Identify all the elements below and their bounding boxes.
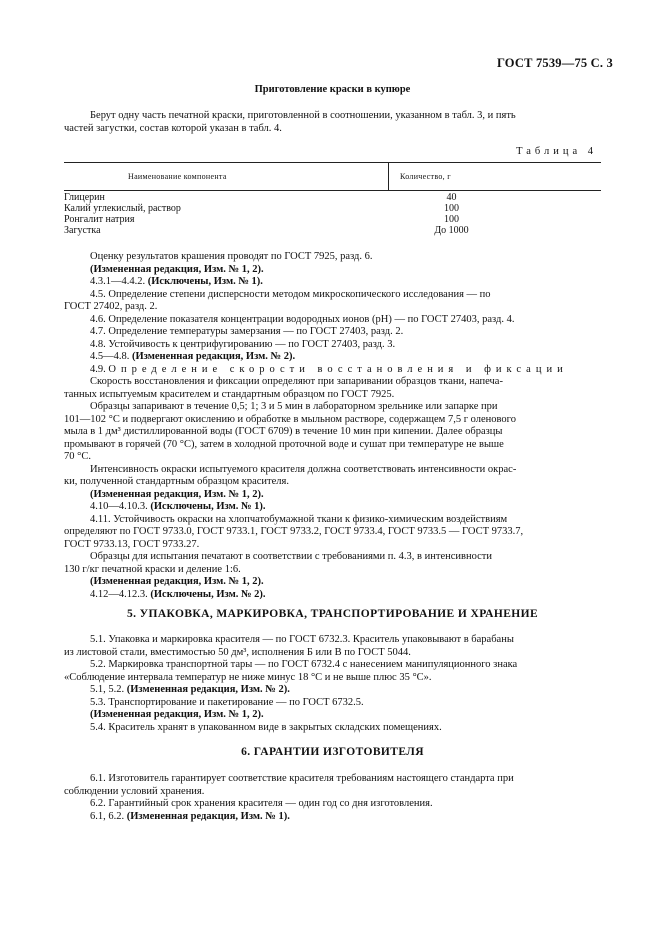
page-header: ГОСТ 7539—75 С. 3 xyxy=(496,56,613,70)
paragraph xyxy=(64,589,601,602)
table-header-name: Наименование компонента xyxy=(128,172,227,181)
paragraph xyxy=(64,364,601,377)
paragraph xyxy=(64,351,601,364)
paragraph-line: 101—102 °С и подвергают окислению и обработке в мыльном растворе, содержащем 7,5 г оленового xyxy=(64,413,516,425)
paragraph-line: промывают в горячей (70 °С), затем в холодной проточной воде и сушат при температуре не выше xyxy=(64,438,504,450)
table-top-rule xyxy=(64,162,601,163)
paragraph-line: 4.11. Устойчивость окраски на хлопчатобумажной ткани к физико-химическим воздействиям xyxy=(90,513,508,525)
intro-line: Берут одну часть печатной краски, приготовленной в соотношении, указанном в табл. 3, и пять xyxy=(90,110,516,121)
paragraph: 6.2. Гарантийный срок хранения красителя — один год со дня изготовления. xyxy=(90,798,433,809)
paragraph xyxy=(64,811,601,824)
clause-number: 4.12—4.12.3. xyxy=(90,588,148,600)
section-6-title: 6. ГАРАНТИИ ИЗГОТОВИТЕЛЯ xyxy=(241,746,424,758)
cell-qty: 100 xyxy=(444,203,459,214)
paragraph-line: 4.5. Определение степени дисперсности методом микроскопического исследования — по xyxy=(90,288,491,300)
paragraph: 4.8. Устойчивость к центрифугированию — по ГОСТ 27403, разд. 3. xyxy=(90,338,396,350)
paragraph: 5.3. Транспортирование и пакетирование — по ГОСТ 6732.5. xyxy=(90,696,364,708)
amendment-note: (Измененная редакция, Изм. № 1, 2). xyxy=(90,263,264,275)
paragraph-line: из листовой стали, вместимостью 50 дм³, исполнения Б или В по ГОСТ 5044. xyxy=(64,646,411,658)
clause-number: 4.5—4.8. xyxy=(90,351,130,362)
paragraph-line: мыла в 1 дм³ дистиллированной воды (ГОСТ 6709) в течение 10 мин при кипении. Далее образцы xyxy=(64,426,503,437)
paragraph-line: Интенсивность окраски испытуемого красителя должна соответствовать интенсивности окрас- xyxy=(90,463,517,475)
paragraph: 4.6. Определение показателя концентрации водородных ионов (pH) — по ГОСТ 27403, разд. 4. xyxy=(90,313,515,325)
paragraph: Оценку результатов крашения проводят по ГОСТ 7925, разд. 6. xyxy=(90,251,373,262)
table-caption: Таблица 4 xyxy=(516,146,597,157)
paragraph-line: 6.1. Изготовитель гарантирует соответствие красителя требованиям настоящего стандарта при xyxy=(90,773,514,784)
paragraph: 4.7. Определение температуры замерзания — по ГОСТ 27403, разд. 2. xyxy=(90,326,404,337)
paragraph-line: 70 °С. xyxy=(64,451,91,462)
paragraph-line: Образцы для испытания печатают в соответствии с требованиями п. 4.3, в интенсивности xyxy=(90,551,492,562)
paragraph-line: ГОСТ 27402, разд. 2. xyxy=(64,301,158,312)
clause-number: 4.10—4.10.3. xyxy=(90,501,148,512)
spaced-heading: Определение скорости восстановления и фиксации xyxy=(108,363,568,375)
paragraph-line: 130 г/кг печатной краски и деление 1:6. xyxy=(64,563,241,575)
table-header-rule xyxy=(64,190,601,191)
paragraph-line: Образцы запаривают в течение 0,5; 1; 3 и 5 мин в лабораторном зрельнике или запарке при xyxy=(90,401,498,412)
paragraph-line: ГОСТ 9733.13, ГОСТ 9733.27. xyxy=(64,538,200,550)
paragraph-line: 5.2. Маркировка транспортной тары — по ГОСТ 6732.4 с нанесением манипуляционного знака xyxy=(90,659,518,670)
paragraph-line: «Соблюдение интервала температур не ниже минус 18 °С и не выше плюс 35 °С». xyxy=(64,671,432,683)
table-column-divider xyxy=(388,163,389,191)
cell-qty: 100 xyxy=(444,214,459,225)
section-6-body xyxy=(64,773,601,823)
paragraph-line: соблюдении условий хранения. xyxy=(64,785,205,797)
intro-line: частей загустки, состав которой указан в табл. 4. xyxy=(64,122,282,134)
section-5-title: 5. УПАКОВКА, МАРКИРОВКА, ТРАНСПОРТИРОВАНИЕ И ХРАНЕНИЕ xyxy=(126,608,539,620)
amendment-note: (Измененная редакция, Изм. № 1, 2). xyxy=(90,709,264,720)
paragraph xyxy=(64,684,601,697)
cell-name: Загустка xyxy=(64,225,101,236)
amendment-note: (Измененная редакция, Изм. № 1). xyxy=(126,810,290,822)
cell-qty: 40 xyxy=(446,192,457,203)
paragraph-line: ки, полученной стандартным образцом красителя. xyxy=(64,476,289,487)
amendment-note: (Исключены, Изм. № 1). xyxy=(147,276,263,287)
section-title: Приготовление краски в купюре xyxy=(254,84,411,95)
amendment-note: (Измененная редакция, Изм. № 2). xyxy=(126,684,290,695)
cell-name: Калий углекислый, раствор xyxy=(64,203,181,214)
body-text xyxy=(64,251,601,601)
paragraph-line: 5.1. Упаковка и маркировка красителя — по ГОСТ 6732.3. Краситель упаковывают в барабаны xyxy=(90,634,514,645)
amendment-note: (Исключены, Изм. № 2). xyxy=(150,588,266,600)
clause-number: 5.1, 5.2. xyxy=(90,684,125,695)
amendment-note: (Измененная редакция, Изм. № 2). xyxy=(132,351,296,362)
paragraph-line: танных испытуемым красителем и стандартным образцом по ГОСТ 7925. xyxy=(64,388,395,400)
table-header-qty: Количество, г xyxy=(400,172,451,181)
cell-qty: До 1000 xyxy=(434,225,469,236)
paragraph xyxy=(64,276,601,289)
section-5-body xyxy=(64,634,601,734)
cell-name: Ронгалит натрия xyxy=(64,214,135,225)
amendment-note: (Измененная редакция, Изм. № 1, 2). xyxy=(90,576,264,587)
paragraph-line: определяют по ГОСТ 9733.0, ГОСТ 9733.1, ГОСТ 9733.2, ГОСТ 9733.4, ГОСТ 9733.5 — ГОСТ 9733.7, xyxy=(64,526,524,537)
paragraph: 5.4. Краситель хранят в упакованном виде в закрытых складских помещениях. xyxy=(90,721,442,733)
paragraph xyxy=(64,501,601,514)
clause-number: 6.1, 6.2. xyxy=(90,810,125,822)
cell-name: Глицерин xyxy=(64,192,105,203)
intro-paragraph xyxy=(64,110,601,135)
paragraph-line: Скорость восстановления и фиксации определяют при запаривании образцов ткани, напеча- xyxy=(90,376,503,387)
clause-number: 4.9. xyxy=(90,363,106,375)
amendment-note: (Измененная редакция, Изм. № 1, 2). xyxy=(90,488,264,500)
clause-number: 4.3.1—4.4.2. xyxy=(90,276,146,287)
amendment-note: (Исключены, Изм. № 1). xyxy=(150,501,266,512)
